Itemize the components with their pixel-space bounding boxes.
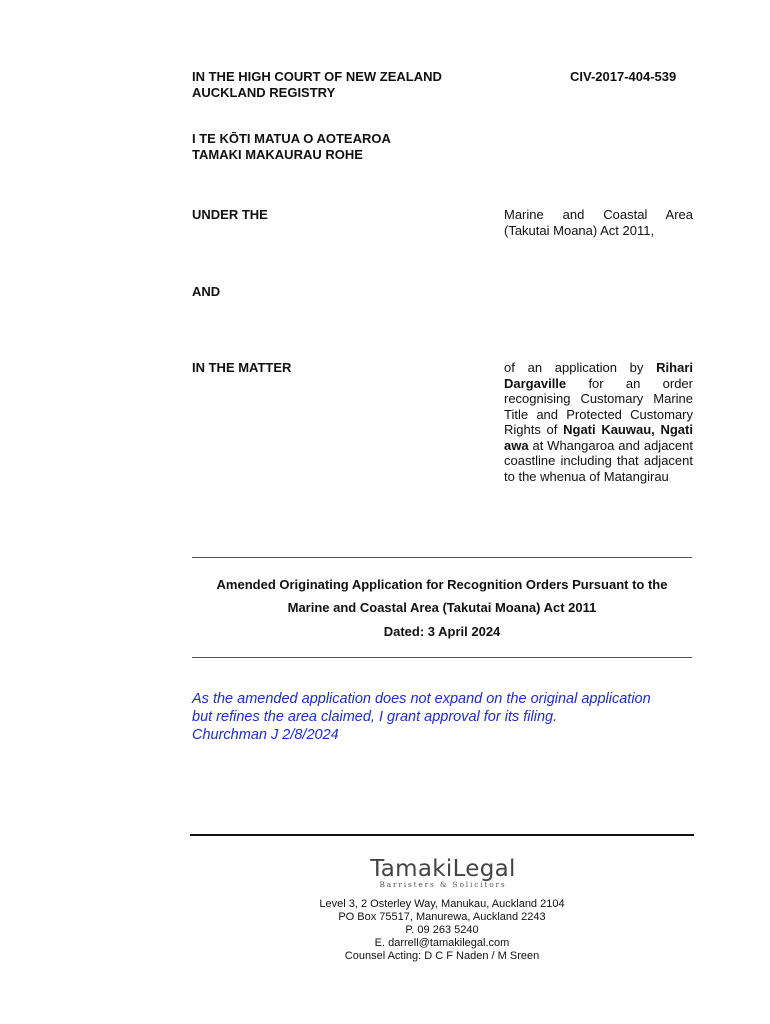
- court-name-maori: [192, 131, 391, 163]
- matter-text-part-2: for an order recognising Customary Marine Title and Protected Customary Rights of: [504, 375, 693, 437]
- firm-logo-name: TamakiLegal: [370, 856, 516, 882]
- address-line-1: Level 3, 2 Osterley Way, Manukau, Auckland 2104: [319, 898, 565, 910]
- court-name: [192, 69, 442, 101]
- and-label: AND: [192, 284, 221, 299]
- maori-line-1: I TE KŌTI MATUA O AOTEAROA: [192, 131, 391, 146]
- phone-number: P. 09 263 5240: [405, 924, 479, 936]
- group-names: Ngati Kauwau, Ngati awa: [504, 422, 693, 453]
- court-line-2: AUCKLAND REGISTRY: [192, 85, 336, 100]
- document-date: Dated: 3 April 2024: [383, 624, 501, 639]
- matter-text: [504, 360, 693, 484]
- annotation-line-1: As the amended application does not expand on the original application: [192, 691, 651, 707]
- firm-logo-tagline: Barristers & Solicitors: [379, 880, 507, 889]
- counsel-acting: Counsel Acting: D C F Naden / M Sreen: [344, 950, 540, 962]
- annotation-line-3: Churchman J 2/8/2024: [192, 727, 339, 743]
- maori-line-2: TAMAKI MAKAURAU ROHE: [192, 147, 363, 162]
- firm-contact-details: [192, 898, 692, 963]
- under-text-line-2: (Takutai Moana) Act 2011,: [504, 222, 655, 238]
- matter-text-part-1: of an application by: [504, 360, 657, 375]
- court-line-1: IN THE HIGH COURT OF NEW ZEALAND: [192, 69, 442, 84]
- document-title-line-1: Amended Originating Application for Recognition Orders Pursuant to the: [216, 577, 668, 592]
- email-address: E. darrell@tamakilegal.com: [374, 937, 510, 949]
- case-number: CIV-2017-404-539: [570, 69, 677, 84]
- divider-bottom: [192, 657, 692, 658]
- annotation-line-2: but refines the area claimed, I grant approval for its filing.: [192, 709, 558, 725]
- matter-label: IN THE MATTER: [192, 360, 292, 375]
- firm-logo: [0, 856, 770, 889]
- under-text-line-1: Marine and Coastal Area: [504, 207, 693, 222]
- document-title-line-2: Marine and Coastal Area (Takutai Moana) Act 2011: [287, 600, 597, 615]
- matter-text-part-3: at Whangaroa and adjacent coastline including that adjacent to the whenua of Matangirau: [504, 437, 693, 484]
- address-line-2: PO Box 75517, Manurewa, Auckland 2243: [338, 911, 546, 923]
- applicant-name: Rihari Dargaville: [504, 360, 693, 391]
- divider-top: [192, 557, 692, 558]
- footer-divider: [190, 834, 694, 836]
- under-label: UNDER THE: [192, 207, 268, 222]
- under-text: [504, 207, 693, 238]
- judicial-annotation: [192, 690, 692, 744]
